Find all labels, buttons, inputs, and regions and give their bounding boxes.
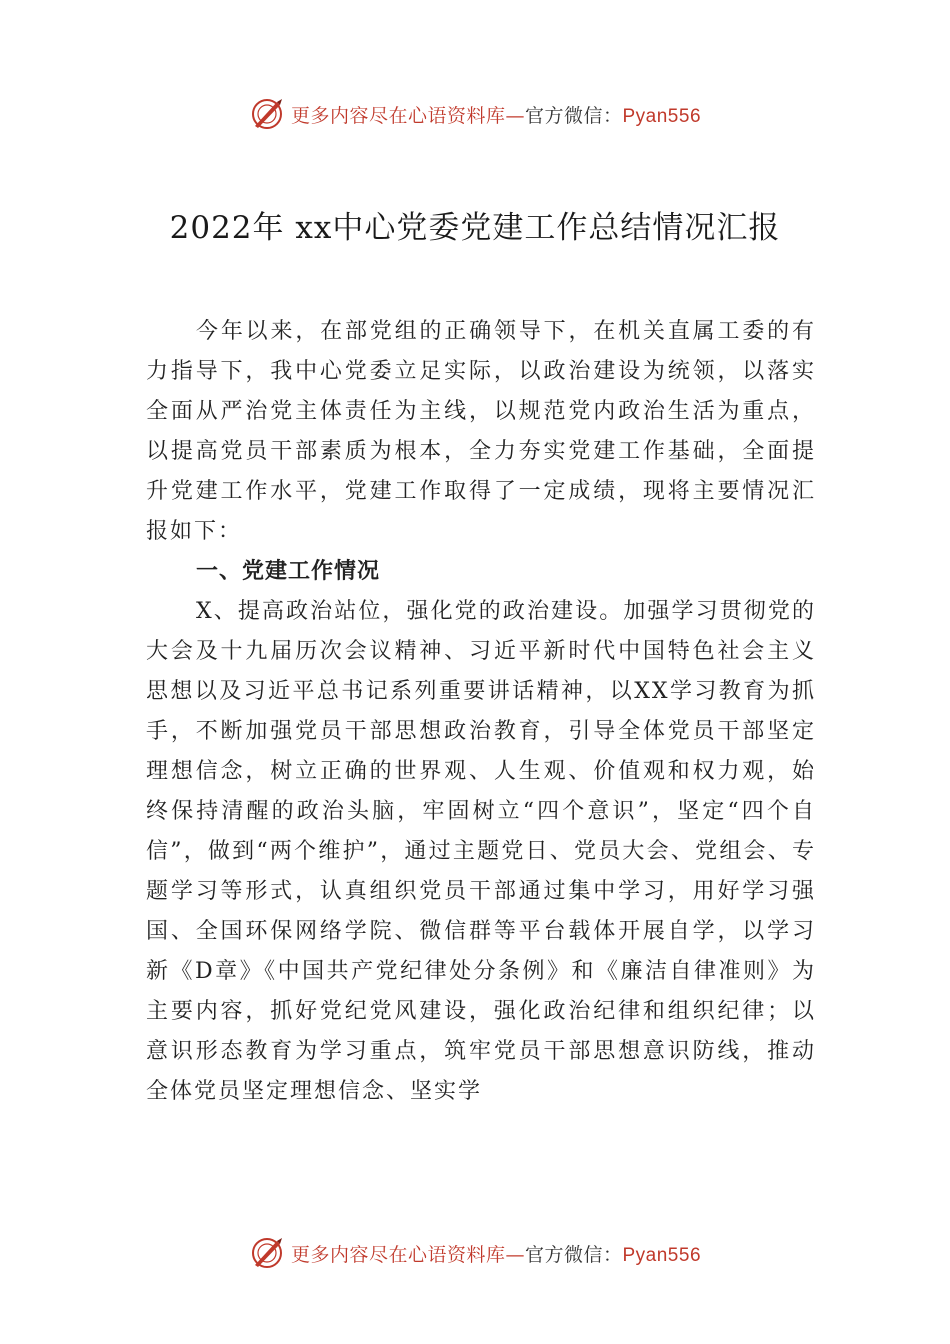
banner-text: [291, 101, 701, 128]
banner-wechat-id: Pyan556: [622, 105, 702, 127]
banner-dash: —: [505, 1243, 525, 1266]
header-banner[interactable]: [0, 94, 950, 134]
footer-banner[interactable]: [0, 1233, 950, 1273]
document-body: [146, 312, 816, 1112]
section-heading-1: 一、党建工作情况: [196, 559, 381, 584]
banner-wechat-label: 官方微信：: [524, 1243, 623, 1266]
banner-text: [291, 1240, 701, 1267]
quill-pen-seal-icon: [249, 1235, 285, 1271]
banner-slogan: 更多内容尽在心语资料库: [290, 1243, 506, 1266]
intro-paragraph: 今年以来，在部党组的正确领导下，在机关直属工委的有力指导下，我中心党委立足实际，以政治建设为统领，以落实全面从严治党主体责任为主线，以规范党内政治生活为重点，以提高党员干部素质为根本，全力夯实党建工作基础，全面提升党建工作水平，党建工作取得了一定成绩，现将主要情况汇报如下：: [146, 319, 816, 544]
banner-slogan: 更多内容尽在心语资料库: [290, 104, 506, 127]
banner-dash: —: [505, 104, 525, 127]
banner-wechat-id: Pyan556: [622, 1244, 702, 1266]
item-paragraph-1: X、提高政治站位，强化党的政治建设。加强学习贯彻党的大会及十九届历次会议精神、习近平新时代中国特色社会主义思想以及习近平总书记系列重要讲话精神，以XX学习教育为抓手，不断加强党员干部思想政治教育，引导全体党员干部坚定理想信念，树立正确的世界观、人生观、价值观和权力观，始终保持清醒的政治头脑，牢固树立“四个意识”，坚定“四个自信”，做到“两个维护”，通过主题党日、党员大会、党组会、专题学习等形式，认真组织党员干部通过集中学习，用好学习强国、全国环保网络学院、微信群等平台载体开展自学，以学习新《D章》《中国共产党纪律处分条例》和《廉洁自律准则》为主要内容，抓好党纪党风建设，强化政治纪律和组织纪律；以意识形态教育为学习重点，筑牢党员干部思想意识防线，推动全体党员坚定理想信念、坚实学: [146, 599, 816, 1104]
quill-pen-seal-icon: [249, 96, 285, 132]
document-title: 2022年 xx中心党委党建工作总结情况汇报: [169, 210, 781, 246]
banner-wechat-label: 官方微信：: [524, 104, 623, 127]
